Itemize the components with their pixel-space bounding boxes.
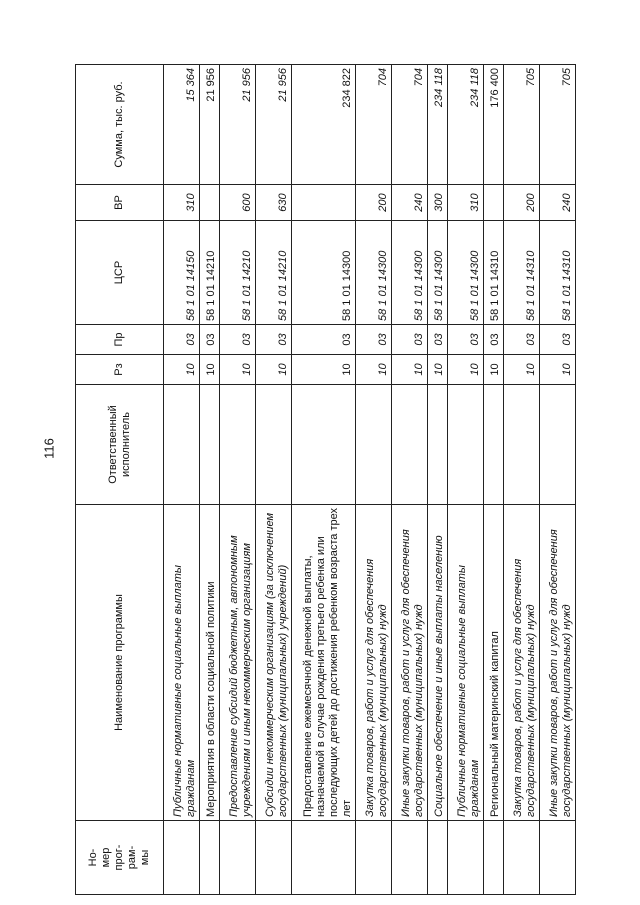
pr-cell: 03 xyxy=(428,325,448,355)
table-row xyxy=(540,65,576,895)
program-name-cell: Предоставление ежемесячной денежной выплаты, назначаемой в случае рождения третьего ребенка или последующих детей до достижения ребенком возраста трех лет xyxy=(292,505,356,821)
csr-cell: 58 1 01 14310 xyxy=(504,221,540,325)
sum-cell: 704 xyxy=(392,65,428,185)
csr-cell: 58 1 01 14300 xyxy=(448,221,484,325)
program-number-cell xyxy=(220,821,256,895)
executor-cell xyxy=(164,385,200,505)
program-name-cell: Социальное обеспечение и иные выплаты населению xyxy=(428,505,448,821)
program-name-cell: Публичные нормативные социальные выплаты гражданам xyxy=(164,505,200,821)
executor-cell xyxy=(356,385,392,505)
sum-cell: 234 118 xyxy=(448,65,484,185)
sum-cell: 21 956 xyxy=(200,65,220,185)
csr-cell: 58 1 01 14310 xyxy=(484,221,504,325)
table-row xyxy=(220,65,256,895)
budget-table xyxy=(75,64,576,895)
csr-cell: 58 1 01 14300 xyxy=(392,221,428,325)
vr-cell xyxy=(484,185,504,221)
program-number-cell xyxy=(448,821,484,895)
executor-cell xyxy=(256,385,292,505)
rz-cell: 10 xyxy=(256,355,292,385)
csr-cell: 58 1 01 14300 xyxy=(356,221,392,325)
csr-cell: 58 1 01 14300 xyxy=(428,221,448,325)
executor-cell xyxy=(428,385,448,505)
table-row xyxy=(164,65,200,895)
sum-cell: 21 956 xyxy=(220,65,256,185)
header-pr: Пр xyxy=(76,325,164,355)
program-name-cell: Предоставление субсидий бюджетным, автономным учреждениям и иным некоммерческим организациям xyxy=(220,505,256,821)
table-row xyxy=(484,65,504,895)
table-row xyxy=(292,65,356,895)
vr-cell xyxy=(200,185,220,221)
executor-cell xyxy=(392,385,428,505)
pr-cell: 03 xyxy=(392,325,428,355)
program-name-cell: Иные закупки товаров, работ и услуг для обеспечения государственных (муниципальных) нужд xyxy=(540,505,576,821)
header-program-name: Наименование программы xyxy=(76,505,164,821)
header-csr: ЦСР xyxy=(76,221,164,325)
table-header-row xyxy=(76,65,164,895)
pr-cell: 03 xyxy=(356,325,392,355)
sum-cell: 21 956 xyxy=(256,65,292,185)
csr-cell: 58 1 01 14210 xyxy=(200,221,220,325)
table-row xyxy=(448,65,484,895)
rz-cell: 10 xyxy=(484,355,504,385)
vr-cell: 200 xyxy=(504,185,540,221)
table-row xyxy=(392,65,428,895)
sum-cell: 15 364 xyxy=(164,65,200,185)
pr-cell: 03 xyxy=(448,325,484,355)
program-number-cell xyxy=(392,821,428,895)
program-name-cell: Субсидии некоммерческим организациям (за исключением государственных (муниципальных) учреждений) xyxy=(256,505,292,821)
vr-cell: 200 xyxy=(356,185,392,221)
pr-cell: 03 xyxy=(504,325,540,355)
sum-cell: 705 xyxy=(504,65,540,185)
program-name-cell: Иные закупки товаров, работ и услуг для обеспечения государственных (муниципальных) нужд xyxy=(392,505,428,821)
rz-cell: 10 xyxy=(504,355,540,385)
vr-cell: 310 xyxy=(164,185,200,221)
executor-cell xyxy=(448,385,484,505)
csr-cell: 58 1 01 14210 xyxy=(256,221,292,325)
program-name-cell: Публичные нормативные социальные выплаты гражданам xyxy=(448,505,484,821)
csr-cell: 58 1 01 14300 xyxy=(292,221,356,325)
vr-cell: 630 xyxy=(256,185,292,221)
vr-cell: 300 xyxy=(428,185,448,221)
rz-cell: 10 xyxy=(428,355,448,385)
csr-cell: 58 1 01 14210 xyxy=(220,221,256,325)
executor-cell xyxy=(220,385,256,505)
sum-cell: 234 822 xyxy=(292,65,356,185)
table-row xyxy=(356,65,392,895)
csr-cell: 58 1 01 14310 xyxy=(540,221,576,325)
rz-cell: 10 xyxy=(200,355,220,385)
header-executor: Ответственный исполнитель xyxy=(76,385,164,505)
csr-cell: 58 1 01 14150 xyxy=(164,221,200,325)
sum-cell: 705 xyxy=(540,65,576,185)
rz-cell: 10 xyxy=(164,355,200,385)
table-row xyxy=(428,65,448,895)
rz-cell: 10 xyxy=(220,355,256,385)
header-program-number: Но- мер прог- рам- мы xyxy=(76,821,164,895)
table-row xyxy=(200,65,220,895)
rz-cell: 10 xyxy=(356,355,392,385)
executor-cell xyxy=(504,385,540,505)
sum-cell: 234 118 xyxy=(428,65,448,185)
executor-cell xyxy=(292,385,356,505)
rz-cell: 10 xyxy=(392,355,428,385)
pr-cell: 03 xyxy=(256,325,292,355)
program-name-cell: Закупка товаров, работ и услуг для обеспечения государственных (муниципальных) нужд xyxy=(504,505,540,821)
program-number-cell xyxy=(540,821,576,895)
program-name-cell: Региональный материнский капитал xyxy=(484,505,504,821)
executor-cell xyxy=(540,385,576,505)
pr-cell: 03 xyxy=(200,325,220,355)
vr-cell: 240 xyxy=(392,185,428,221)
executor-cell xyxy=(484,385,504,505)
table-row xyxy=(256,65,292,895)
pr-cell: 03 xyxy=(540,325,576,355)
rz-cell: 10 xyxy=(292,355,356,385)
vr-cell: 310 xyxy=(448,185,484,221)
pr-cell: 03 xyxy=(292,325,356,355)
vr-cell xyxy=(292,185,356,221)
vr-cell: 240 xyxy=(540,185,576,221)
pr-cell: 03 xyxy=(164,325,200,355)
program-number-cell xyxy=(200,821,220,895)
program-number-cell xyxy=(484,821,504,895)
header-vr: ВР xyxy=(76,185,164,221)
sum-cell: 176 400 xyxy=(484,65,504,185)
rz-cell: 10 xyxy=(448,355,484,385)
header-sum: Сумма, тыс. руб. xyxy=(76,65,164,185)
executor-cell xyxy=(200,385,220,505)
table-row xyxy=(504,65,540,895)
sum-cell: 704 xyxy=(356,65,392,185)
program-number-cell xyxy=(256,821,292,895)
program-number-cell xyxy=(164,821,200,895)
program-number-cell xyxy=(504,821,540,895)
program-name-cell: Мероприятия в области социальной политики xyxy=(200,505,220,821)
page-number: 116 xyxy=(41,438,57,459)
budget-table-sheet xyxy=(75,65,575,895)
program-number-cell xyxy=(356,821,392,895)
program-name-cell: Закупка товаров, работ и услуг для обеспечения государственных (муниципальных) нужд xyxy=(356,505,392,821)
header-rz: Рз xyxy=(76,355,164,385)
pr-cell: 03 xyxy=(484,325,504,355)
pr-cell: 03 xyxy=(220,325,256,355)
vr-cell: 600 xyxy=(220,185,256,221)
rz-cell: 10 xyxy=(540,355,576,385)
program-number-cell xyxy=(428,821,448,895)
program-number-cell xyxy=(292,821,356,895)
